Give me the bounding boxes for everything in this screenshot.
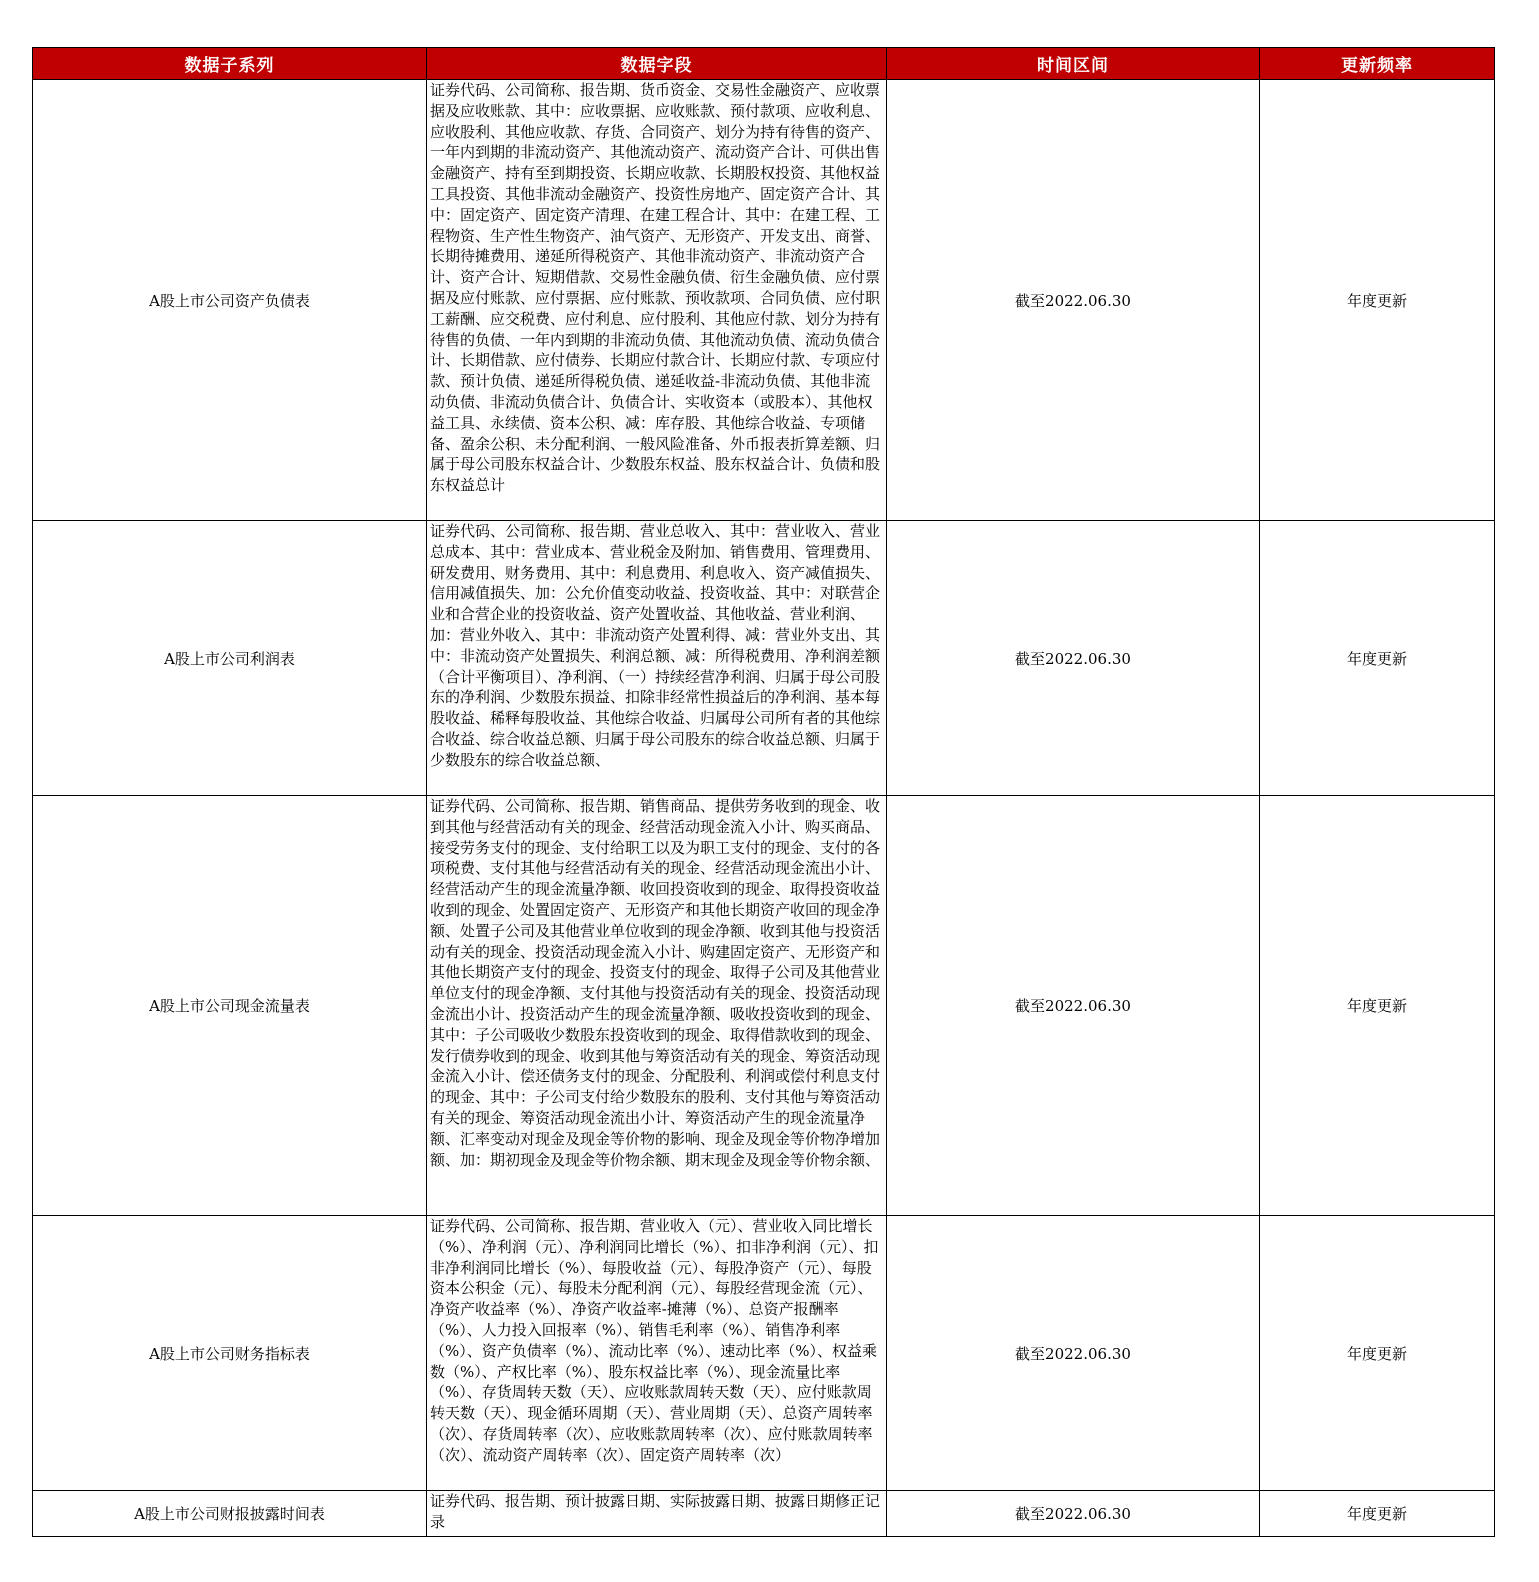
fields-cell: 证券代码、公司简称、报告期、营业总收入、其中：营业收入、营业总成本、其中：营业成本、营业税金及附加、销售费用、管理费用、研发费用、财务费用、其中：利息费用、利息收入、资产减值损失、信用减值损失、加：公允价值变动收益、投资收益、其中：对联营企业和合营企业的投资收益、资产处置收益、其他收益、营业利润、加：营业外收入、其中：非流动资产处置利得、减：营业外支出、其中：非流动资产处置损失、利润总额、减：所得税费用、净利润差额（合计平衡项目）、净利润、（一）持续经营净利润、归属于母公司股东的净利润、少数股东损益、扣除非经常性损益后的净利润、基本每股收益、稀释每股收益、其他综合收益、归属母公司所有者的其他综合收益、综合收益总额、归属于母公司股东的综合收益总额、归属于少数股东的综合收益总额、 (427, 521, 887, 796)
header-fields: 数据字段 (427, 48, 887, 80)
fields-cell: 证券代码、公司简称、报告期、销售商品、提供劳务收到的现金、收到其他与经营活动有关的现金、经营活动现金流入小计、购买商品、接受劳务支付的现金、支付给职工以及为职工支付的现金、支付的各项税费、支付其他与经营活动有关的现金、经营活动现金流出小计、经营活动产生的现金流量净额、收回投资收到的现金、取得投资收益收到的现金、处置固定资产、无形资产和其他长期资产收回的现金净额、处置子公司及其他营业单位收到的现金净额、收到其他与投资活动有关的现金、投资活动现金流入小计、购建固定资产、无形资产和其他长期资产支付的现金、投资支付的现金、取得子公司及其他营业单位支付的现金净额、支付其他与投资活动有关的现金、投资活动现金流出小计、投资活动产生的现金流量净额、吸收投资收到的现金、其中：子公司吸收少数股东投资收到的现金、取得借款收到的现金、发行债券收到的现金、收到其他与筹资活动有关的现金、筹资活动现金流入小计、偿还债务支付的现金、分配股利、利润或偿付利息支付的现金、其中：子公司支付给少数股东的股利、支付其他与筹资活动有关的现金、筹资活动现金流出小计、筹资活动产生的现金流量净额、汇率变动对现金及现金等价物的影响、现金及现金等价物净增加额、加：期初现金及现金等价物余额、期末现金及现金等价物余额、 (427, 796, 887, 1216)
frequency-cell: 年度更新 (1260, 1491, 1495, 1537)
header-series: 数据子系列 (33, 48, 427, 80)
table-row (33, 1491, 1495, 1537)
series-cell: A股上市公司财务指标表 (33, 1216, 427, 1491)
fields-cell: 证券代码、公司简称、报告期、营业收入（元）、营业收入同比增长（%）、净利润（元）、净利润同比增长（%）、扣非净利润（元）、扣非净利润同比增长（%）、每股收益（元）、每股净资产（元）、每股资本公积金（元）、每股未分配利润（元）、每股经营现金流（元）、净资产收益率（%）、净资产收益率-摊薄（%）、总资产报酬率（%）、人力投入回报率（%）、销售毛利率（%）、销售净利率（%）、资产负债率（%）、流动比率（%）、速动比率（%）、权益乘数（%）、产权比率（%）、股东权益比率（%）、现金流量比率（%）、存货周转天数（天）、应收账款周转天数（天）、应付账款周转天数（天）、现金循环周期（天）、营业周期（天）、总资产周转率（次）、存货周转率（次）、应收账款周转率（次）、应付账款周转率（次）、流动资产周转率（次）、固定资产周转率（次） (427, 1216, 887, 1491)
header-frequency: 更新频率 (1260, 48, 1495, 80)
data-catalog-table (32, 47, 1495, 1537)
series-cell: A股上市公司利润表 (33, 521, 427, 796)
frequency-cell: 年度更新 (1260, 521, 1495, 796)
header-row (33, 48, 1495, 80)
frequency-cell: 年度更新 (1260, 80, 1495, 521)
table-row (33, 1216, 1495, 1491)
fields-cell: 证券代码、报告期、预计披露日期、实际披露日期、披露日期修正记录 (427, 1491, 887, 1537)
period-cell: 截至2022.06.30 (887, 80, 1260, 521)
frequency-cell: 年度更新 (1260, 796, 1495, 1216)
series-cell: A股上市公司财报披露时间表 (33, 1491, 427, 1537)
period-cell: 截至2022.06.30 (887, 521, 1260, 796)
series-cell: A股上市公司现金流量表 (33, 796, 427, 1216)
period-cell: 截至2022.06.30 (887, 1216, 1260, 1491)
series-cell: A股上市公司资产负债表 (33, 80, 427, 521)
header-period: 时间区间 (887, 48, 1260, 80)
table-row (33, 521, 1495, 796)
frequency-cell: 年度更新 (1260, 1216, 1495, 1491)
fields-cell: 证券代码、公司简称、报告期、货币资金、交易性金融资产、应收票据及应收账款、其中：应收票据、应收账款、预付款项、应收利息、应收股利、其他应收款、存货、合同资产、划分为持有待售的资产、一年内到期的非流动资产、其他流动资产、流动资产合计、可供出售金融资产、持有至到期投资、长期应收款、长期股权投资、其他权益工具投资、其他非流动金融资产、投资性房地产、固定资产合计、其中：固定资产、固定资产清理、在建工程合计、其中：在建工程、工程物资、生产性生物资产、油气资产、无形资产、开发支出、商誉、长期待摊费用、递延所得税资产、其他非流动资产、非流动资产合计、资产合计、短期借款、交易性金融负债、衍生金融负债、应付票据及应付账款、应付票据、应付账款、预收款项、合同负债、应付职工薪酬、应交税费、应付利息、应付股利、其他应付款、划分为持有待售的负债、一年内到期的非流动负债、其他流动负债、流动负债合计、长期借款、应付债券、长期应付款合计、长期应付款、专项应付款、预计负债、递延所得税负债、递延收益-非流动负债、其他非流动负债、非流动负债合计、负债合计、实收资本（或股本）、其他权益工具、永续债、资本公积、减：库存股、其他综合收益、专项储备、盈余公积、未分配利润、一般风险准备、外币报表折算差额、归属于母公司股东权益合计、少数股东权益、股东权益合计、负债和股东权益总计 (427, 80, 887, 521)
period-cell: 截至2022.06.30 (887, 1491, 1260, 1537)
period-cell: 截至2022.06.30 (887, 796, 1260, 1216)
table-row (33, 796, 1495, 1216)
table-row (33, 80, 1495, 521)
